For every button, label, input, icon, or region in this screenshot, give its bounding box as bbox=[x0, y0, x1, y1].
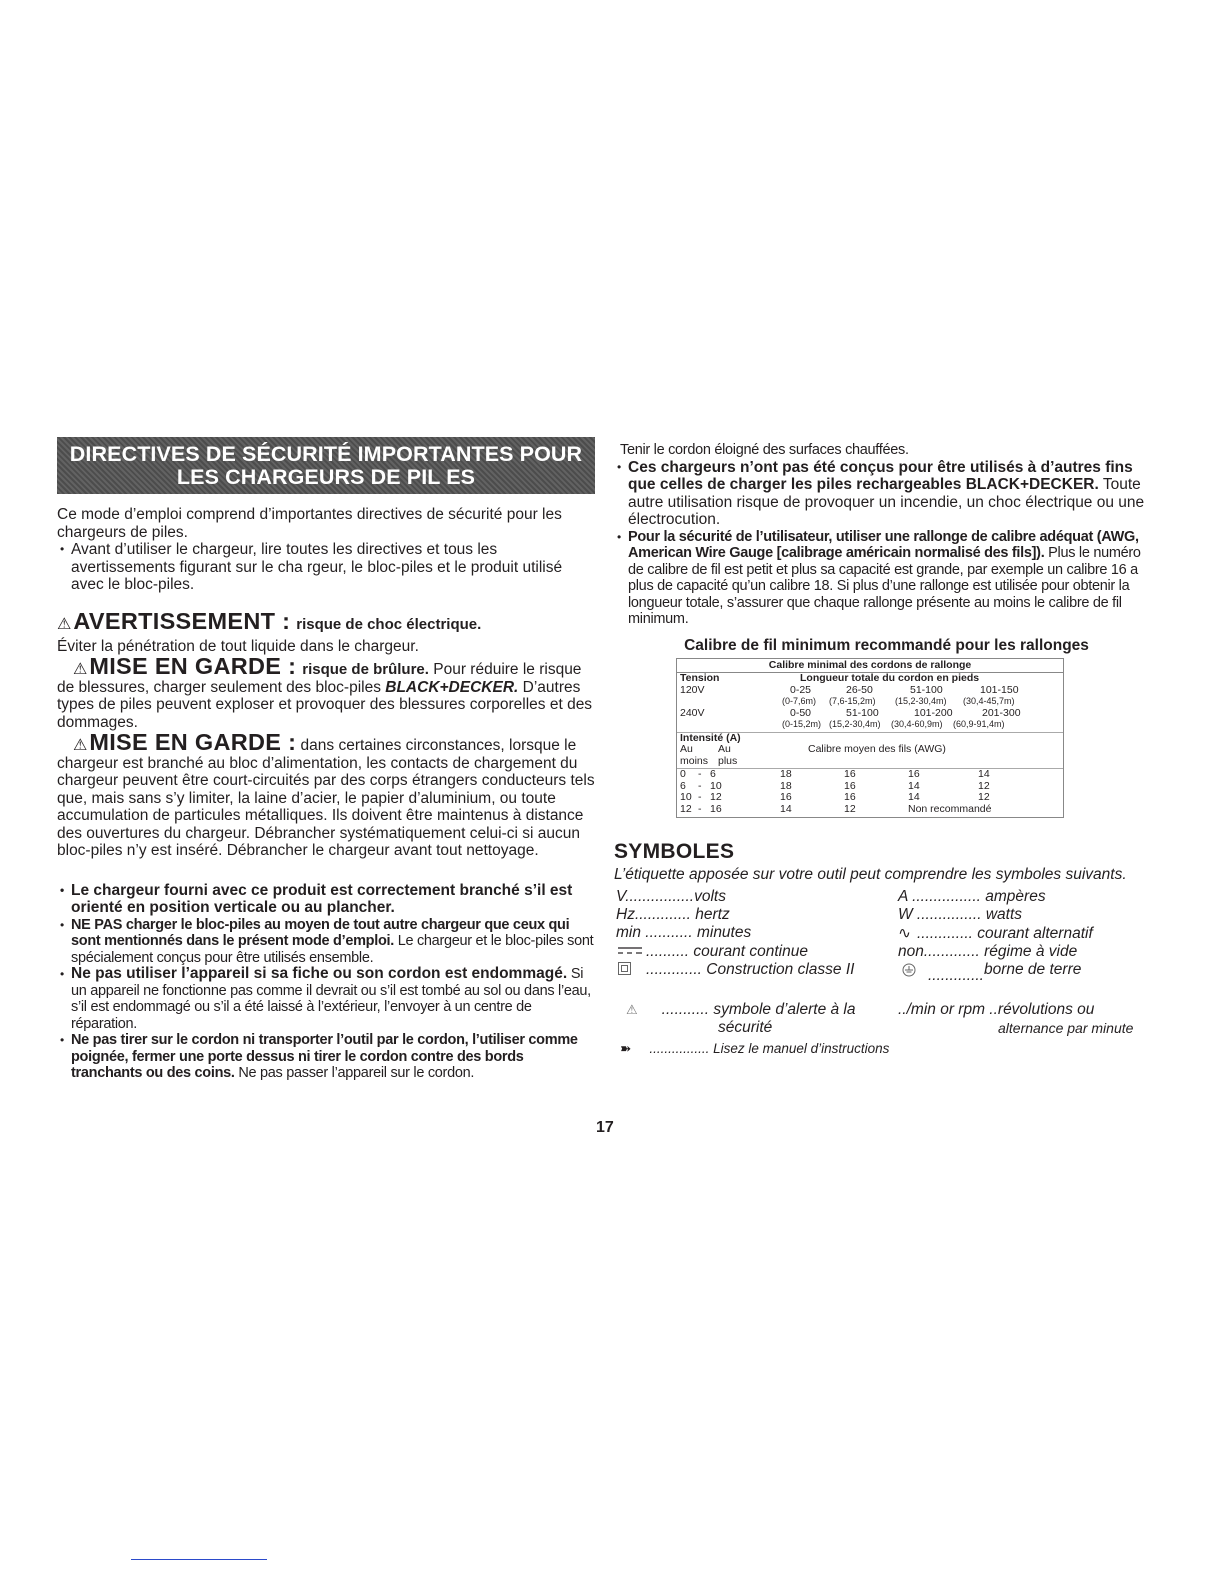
gauge-cell: 12 bbox=[844, 802, 856, 815]
symbol-earth-label: borne de terre bbox=[983, 960, 1082, 978]
bullet-2 bbox=[57, 917, 595, 967]
range-cell: 101-150 bbox=[980, 683, 1019, 696]
symbol-dc bbox=[616, 943, 808, 961]
bullet-text: Le chargeur et le bloc-piles sont spécialement conçus pour être utilisés ensemble. bbox=[71, 933, 594, 966]
metric-cell: (60,9-91,4m) bbox=[953, 719, 1005, 729]
gauge-rows bbox=[680, 769, 1060, 815]
gauge-cell: 14 bbox=[908, 779, 920, 792]
caution-text: Pour réduire le risque de blessures, charger seulement des bloc-piles bbox=[57, 661, 582, 696]
left-column bbox=[57, 437, 595, 1082]
symbol-rpm: ../min or rpm ..révolutions ou bbox=[898, 1000, 1095, 1018]
warning-triangle-icon: ⚠ bbox=[73, 661, 88, 678]
bullet-bold: Le chargeur fourni avec ce produit est correctement branché s’il est orienté en position verticale ou au plancher. bbox=[71, 881, 573, 916]
amp-cell: 16 bbox=[710, 802, 722, 815]
gauge-cell: 16 bbox=[844, 791, 856, 803]
amp-cell: 6 bbox=[710, 768, 716, 780]
intro-bullet: • Avant d’utiliser le chargeur, lire toutes les directives et tous les avertissements figurant sur le cha rgeur, le bloc-piles et le produit utilisé avec le bloc-piles. bbox=[57, 541, 595, 594]
table-row bbox=[680, 673, 1060, 685]
caution-title: MISE EN GARDE : bbox=[89, 729, 297, 755]
caution-subtitle: risque de brûlure. bbox=[302, 661, 429, 678]
metric-cell: (15,2-30,4m) bbox=[895, 696, 947, 706]
symbol-dc-label: .......... courant continue bbox=[646, 942, 808, 960]
gauge-cell: 16 bbox=[908, 768, 920, 780]
brand-name: BLACK+DECKER. bbox=[385, 678, 519, 696]
gauge-label: Calibre moyen des fils (AWG) bbox=[808, 743, 946, 755]
symbol-class2-label: ............. Construction classe II bbox=[646, 960, 855, 978]
symbol-manual-label: ................ Lisez le manuel d’instructions bbox=[649, 1040, 890, 1056]
metric-cell: (15,2-30,4m) bbox=[829, 719, 881, 729]
gauge-cell: 12 bbox=[978, 779, 990, 792]
bullet-bold: NE PAS charger le bloc-piles au moyen de tout autre chargeur que ceux qui sont mentionnés dans le présent mode d’emploi. bbox=[71, 916, 570, 949]
read-manual-icon: ➽ bbox=[620, 1040, 632, 1056]
metric-cell: (30,4-45,7m) bbox=[963, 696, 1015, 706]
table-row bbox=[680, 769, 1060, 781]
range-cell: 26-50 bbox=[846, 683, 873, 696]
bullet-bold: Ces chargeurs n’ont pas été conçus pour être utilisés à d’autres fins que celles de charger les piles rechargeables BLACK+DECKER. bbox=[628, 458, 1133, 493]
symbol-rpm-label-2: alternance par minute bbox=[998, 1019, 1134, 1036]
warning-heading bbox=[57, 608, 595, 635]
amp-cell: 0 bbox=[680, 768, 686, 780]
warning-subtitle: risque de choc électrique. bbox=[296, 615, 482, 633]
intro-text: Ce mode d’emploi comprend d’importantes directives de sécurité pour les chargeurs de piles. bbox=[57, 506, 562, 541]
range-cell: 51-100 bbox=[910, 683, 943, 696]
table-row bbox=[680, 756, 1060, 768]
symbol-ac-label: ............. courant alternatif bbox=[917, 924, 1093, 942]
wire-gauge-table bbox=[676, 658, 1064, 819]
symbol-no-load: non............. régime à vide bbox=[898, 942, 1078, 960]
bullet-1 bbox=[57, 882, 595, 917]
moins-label: moins bbox=[680, 754, 709, 767]
metric-cell: (7,6-15,2m) bbox=[829, 696, 876, 706]
table-row bbox=[680, 792, 1060, 804]
symbol-earth bbox=[898, 960, 1082, 984]
table-row bbox=[680, 719, 1060, 731]
caution-text: dans certaines circonstances, lorsque le chargeur est branché au bloc d’alimentation, les contacts de chargement du chargeur peuvent être court-circuités par des corps étrangers conducteurs tels que, mais sans s’y limiter, la laine d’acier, le papier d’aluminium, ou toute accumulation de particules métalliques. Ils doivent être maintenus à distance des ouvertures du chargeur. Débrancher systématiquement celui-ci si aucun bloc-piles n’y est inséré. Débrancher le chargeur avant tout nettoyage. bbox=[57, 737, 595, 859]
caution-title: MISE EN GARDE : bbox=[89, 653, 297, 679]
bullet-text: Si un appareil ne fonctionne pas comme il devrait ou s’il est tombé au sol ou dans l’eau, s’il est endommagé ou s’il a été laissé à l’extérieur, l’envoyer à un centre de réparation. bbox=[71, 966, 591, 1032]
metric-cell: (0-7,6m) bbox=[782, 696, 817, 706]
bullet-bold: Ne pas utiliser l’appareil si sa fiche ou son cordon est endommagé. bbox=[71, 965, 568, 982]
range-cell: 0-25 bbox=[790, 683, 812, 696]
gauge-cell: 14 bbox=[978, 768, 990, 780]
symbols-title: SYMBOLES bbox=[614, 840, 735, 863]
table-row bbox=[680, 744, 1060, 756]
gauge-cell: Non recommandé bbox=[908, 802, 992, 815]
alternating-current-icon: ∿ bbox=[898, 924, 911, 942]
cord-text: Tenir le cordon éloigné des surfaces chauffées. bbox=[620, 442, 909, 458]
amp-cell: 12 bbox=[680, 802, 692, 815]
table-caption: Calibre de fil minimum recommandé pour les rallonges bbox=[684, 636, 1089, 654]
symbol-earth-dots: ............. bbox=[928, 966, 984, 984]
symbol-alert-label: ........... symbole d’alerte à la bbox=[661, 1000, 856, 1018]
symbol-minutes: min ........... minutes bbox=[616, 923, 752, 941]
range-cell: 51-100 bbox=[846, 706, 879, 719]
warning-text: Éviter la pénétration de tout liquide dans le chargeur. bbox=[57, 637, 419, 655]
banner-line-2: LES CHARGEURS DE PIL ES bbox=[176, 465, 476, 489]
gauge-cell: 16 bbox=[844, 779, 856, 792]
symbols-intro: L’étiquette apposée sur votre outil peut comprendre les symboles suivants. bbox=[614, 866, 1127, 883]
warning-title: AVERTISSEMENT : bbox=[73, 607, 291, 634]
symbol-class2 bbox=[616, 961, 854, 979]
gauge-cell: 14 bbox=[908, 791, 920, 803]
warning-triangle-icon: ⚠ bbox=[73, 737, 88, 754]
bullet-4 bbox=[57, 1032, 595, 1082]
table-row bbox=[680, 685, 1060, 697]
symbol-manual bbox=[620, 1041, 889, 1057]
symbol-alert bbox=[626, 1001, 856, 1019]
bullet-text: Ne pas passer l’appareil sur le cordon. bbox=[234, 1065, 475, 1081]
voltage-cell: 240V bbox=[680, 706, 705, 719]
table-row bbox=[680, 708, 1060, 720]
gauge-cell: 14 bbox=[780, 802, 792, 815]
caution-text-cont: D’autres types de piles peuvent exploser et provoquer des blessures corporelles et des dommages. bbox=[57, 678, 593, 731]
caution-shortcircuit bbox=[57, 729, 595, 860]
amp-cell: 12 bbox=[710, 791, 722, 803]
symbol-alert-label-2: sécurité bbox=[718, 1018, 773, 1036]
right-column bbox=[614, 437, 1159, 1084]
symbol-volts: V................volts bbox=[616, 887, 726, 905]
length-label: Longueur totale du cordon en pieds bbox=[800, 672, 980, 684]
amp-cell: 10 bbox=[710, 779, 722, 792]
voltage-cell: 120V bbox=[680, 683, 705, 696]
metric-cell: (0-15,2m) bbox=[782, 719, 822, 729]
gauge-cell: 18 bbox=[780, 779, 792, 792]
metric-cell: (30,4-60,9m) bbox=[891, 719, 943, 729]
direct-current-icon bbox=[616, 946, 644, 956]
symbol-ac bbox=[898, 924, 1093, 943]
bullet-3 bbox=[57, 966, 595, 1032]
warning-triangle-icon: ⚠ bbox=[57, 615, 72, 633]
table-row bbox=[680, 804, 1060, 816]
symbol-amperes: A ................ ampères bbox=[898, 887, 1046, 905]
bullet-bold: Ne pas tirer sur le cordon ni transporter l’outil par le cordon, l’utiliser comme poignée, fermer une porte dessus ni tirer le cordon contre des bords tranchants ou des coins. bbox=[71, 1032, 578, 1081]
plus-label: plus bbox=[718, 754, 738, 767]
range-cell: 0-50 bbox=[790, 706, 812, 719]
chargers-bullet bbox=[614, 459, 1159, 529]
caution-burn bbox=[57, 653, 595, 731]
page-number: 17 bbox=[596, 1119, 614, 1136]
table-row bbox=[680, 781, 1060, 793]
gauge-cell: 16 bbox=[780, 791, 792, 803]
au-label: Au bbox=[680, 743, 693, 755]
gauge-cell: 12 bbox=[978, 791, 990, 803]
dash-cell: - bbox=[698, 802, 702, 815]
table-row bbox=[680, 696, 1060, 708]
au-label: Au bbox=[718, 743, 731, 755]
tension-label: Tension bbox=[680, 672, 720, 684]
banner-line-1: DIRECTIVES DE SÉCURITÉ IMPORTANTES POUR bbox=[69, 442, 583, 466]
bullet-text: Toute autre utilisation risque de provoquer un incendie, un choc électrique ou une électrocution. bbox=[628, 476, 1145, 528]
bullet-text: Plus le numéro de calibre de fil est petit et plus sa capacité est grande, par exemple un calibre 16 a plus de capacité qu’un calibre 18. Si plus d’une rallonge est utilisée pour obtenir la longueur totale, s’assurer que chaque rallonge présente au moins le calibre de fil minimum. bbox=[628, 545, 1141, 627]
alert-triangle-icon: ⚠ bbox=[626, 1001, 638, 1017]
earth-ground-icon bbox=[902, 963, 916, 977]
extension-bullet bbox=[614, 529, 1159, 628]
amp-label: Intensité (A) bbox=[680, 731, 741, 744]
symbol-watts: W ............... watts bbox=[898, 905, 1023, 923]
amp-cell: 6 bbox=[680, 779, 686, 792]
safety-bullets bbox=[57, 882, 595, 1082]
section-banner bbox=[57, 437, 595, 494]
table-header: Calibre minimal des cordons de rallonge bbox=[677, 659, 1063, 674]
range-cell: 201-300 bbox=[982, 706, 1021, 719]
dash-cell: - bbox=[698, 791, 702, 803]
dash-cell: - bbox=[698, 768, 702, 780]
gauge-cell: 18 bbox=[780, 768, 792, 780]
dash-cell: - bbox=[698, 779, 702, 792]
range-cell: 101-200 bbox=[914, 706, 953, 719]
bullet-bold: Pour la sécurité de l’utilisateur, utiliser une rallonge de calibre adéquat (AWG, American Wire Gauge [calibrage américain normalisé des fils]). bbox=[628, 528, 1139, 561]
symbols-list bbox=[614, 884, 1159, 1084]
symbol-hertz: Hz............. hertz bbox=[616, 905, 730, 923]
footer-rule bbox=[131, 1559, 267, 1560]
amp-cell: 10 bbox=[680, 791, 692, 803]
double-square-icon bbox=[618, 962, 632, 976]
gauge-cell: 16 bbox=[844, 768, 856, 780]
